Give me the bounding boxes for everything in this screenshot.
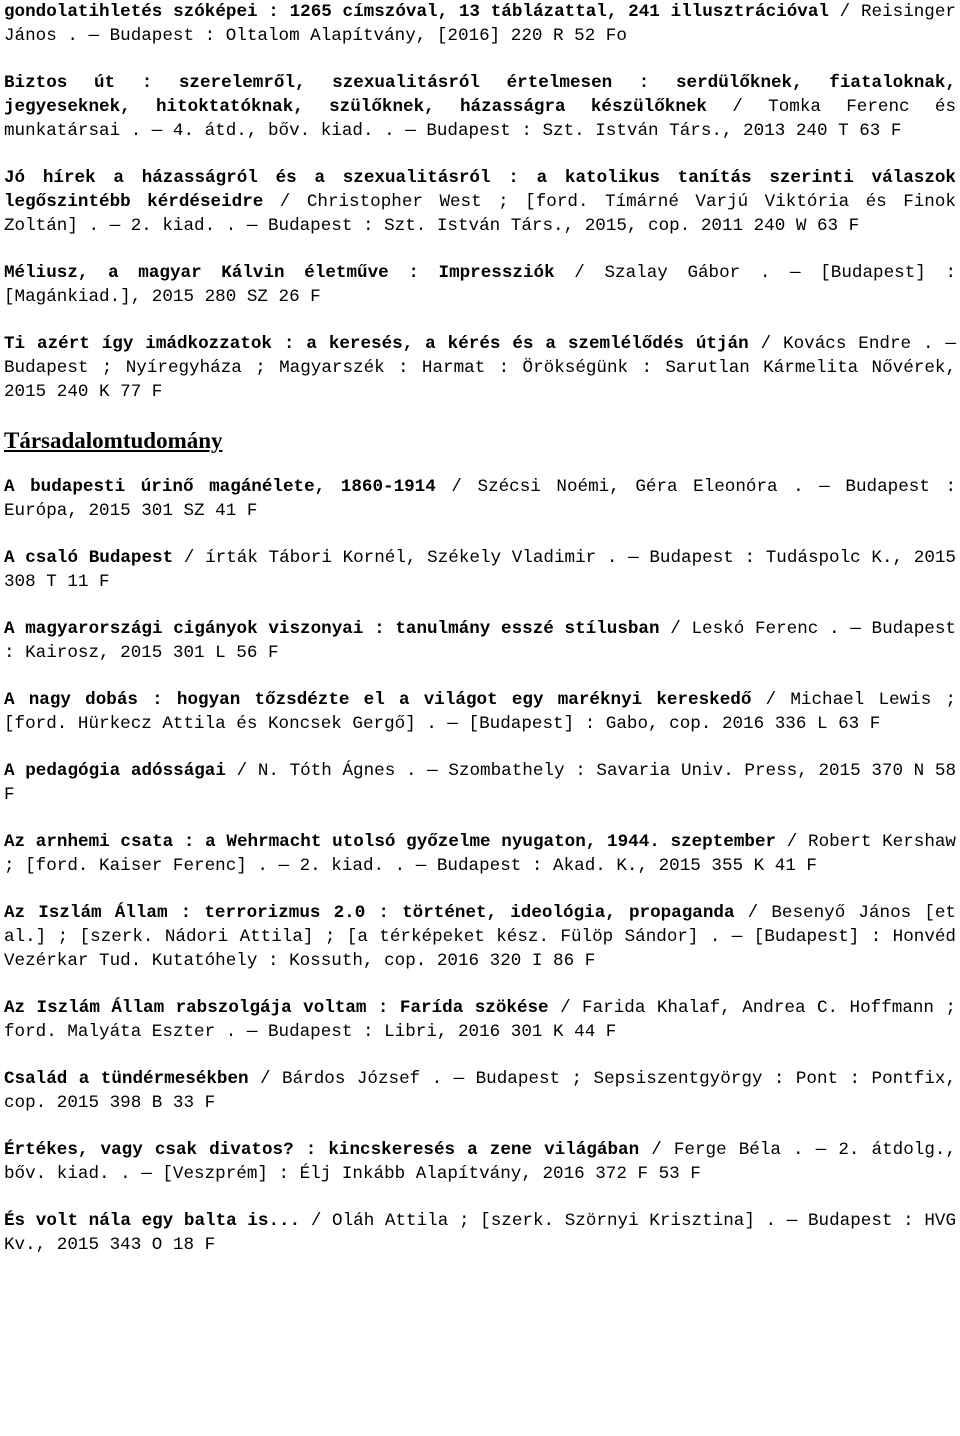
entry-details: / Robert Kershaw ; [ford. Kaiser Ferenc] . — 2. kiad. . — Budapest : Akad. K., 2015 355 K 41 F <box>4 832 956 876</box>
entry-details: / Reisinger János . — Budapest : Oltalom Alapítvány, [2016] 220 R 52 Fo <box>4 2 956 46</box>
entry-details: / Leskó Ferenc . — Budapest : Kairosz, 2015 301 L 56 F <box>4 619 956 663</box>
entry-details: / Szalay Gábor . — [Budapest] : [Magánkiad.], 2015 280 SZ 26 F <box>4 263 956 307</box>
entry-title: Biztos út : szerelemről, szexualitásról értelmesen : serdülőknek, fiataloknak, jegyeseknek, hitoktatóknak, szülőknek, házasságra készülőknek <box>4 73 956 117</box>
entry-title: A budapesti úrinő magánélete, 1860-1914 <box>4 477 436 497</box>
entry-details: / Bárdos József . — Budapest ; Sepsiszentgyörgy : Pont : Pontfix, cop. 2015 398 B 33 F <box>4 1069 957 1113</box>
entry-title: Értékes, vagy csak divatos? : kincskeresés a zene világában <box>4 1140 640 1160</box>
entry-title: A nagy dobás : hogyan tőzsdézte el a világot egy maréknyi kereskedő <box>4 690 752 710</box>
catalog-entry <box>4 1209 956 1257</box>
entry-title: Az Iszlám Állam rabszolgája voltam : Farída szökése <box>4 998 549 1018</box>
catalog-entry <box>4 688 956 736</box>
entry-title: gondolatihletés szóképei : 1265 címszóval, 13 táblázattal, 241 illusztrációval <box>4 2 829 22</box>
entry-title: Ti azért így imádkozzatok : a keresés, a kérés és a szemlélődés útján <box>4 334 749 354</box>
catalog-entry <box>4 166 956 238</box>
entry-details: / Farida Khalaf, Andrea C. Hoffmann ; ford. Malyáta Eszter . — Budapest : Libri, 2016 301 K 44 F <box>4 998 956 1042</box>
entry-title: A magyarországi cigányok viszonyai : tanulmány esszé stílusban <box>4 619 660 639</box>
entry-title: És volt nála egy balta is... <box>4 1211 301 1231</box>
catalog-entry <box>4 71 956 143</box>
catalog-entry <box>4 996 956 1044</box>
entry-title: A pedagógia adósságai <box>4 761 226 781</box>
entry-details: / Szécsi Noémi, Géra Eleonóra . — Budapest : Európa, 2015 301 SZ 41 F <box>4 477 957 521</box>
catalog-entry <box>4 475 956 523</box>
entry-details: / Michael Lewis ; [ford. Hürkecz Attila és Koncsek Gergő] . — [Budapest] : Gabo, cop. 2016 336 L 63 F <box>4 690 956 734</box>
entry-details: / Tomka Ferenc és munkatársai . — 4. átd., bőv. kiad. . — Budapest : Szt. István Társ., 2013 240 T 63 F <box>4 97 956 141</box>
entry-title: Az arnhemi csata : a Wehrmacht utolsó győzelme nyugaton, 1944. szeptember <box>4 832 777 852</box>
catalog-entry <box>4 0 956 48</box>
entry-details: / N. Tóth Ágnes . — Szombathely : Savaria Univ. Press, 2015 370 N 58 F <box>4 761 957 805</box>
entry-title: Család a tündérmesékben <box>4 1069 249 1089</box>
catalog-entry <box>4 1138 956 1186</box>
entry-title: Az Iszlám Állam : terrorizmus 2.0 : történet, ideológia, propaganda <box>4 903 735 923</box>
catalog-entry <box>4 830 956 878</box>
entry-details: / Besenyő János [et al.] ; [szerk. Nádori Attila] ; [a térképeket kész. Fülöp Sándor] . — [Budapest] : Honvéd Vezérkar Tud. Kutatóhely : Kossuth, cop. 2016 320 I 86 F <box>4 903 956 971</box>
entry-title: A csaló Budapest <box>4 548 174 568</box>
entry-details: / Oláh Attila ; [szerk. Szörnyi Krisztina] . — Budapest : HVG Kv., 2015 343 O 18 F <box>4 1211 956 1255</box>
entry-details: / Christopher West ; [ford. Tímárné Varjú Viktória és Finok Zoltán] . — 2. kiad. . — Budapest : Szt. István Társ., 2015, cop. 2011 240 W 63 F <box>4 192 956 236</box>
entry-details: / Kovács Endre . — Budapest ; Nyíregyháza ; Magyarszék : Harmat : Örökségünk : Sarutlan Kármelita Nővérek, 2015 240 K 77 F <box>4 334 957 402</box>
catalog-entry <box>4 1067 956 1115</box>
catalog-entry <box>4 617 956 665</box>
entry-title: Méliusz, a magyar Kálvin életműve : Impressziók <box>4 263 555 283</box>
catalog-entry <box>4 901 956 973</box>
catalog-entry <box>4 332 956 404</box>
entry-details: / Ferge Béla . — 2. átdolg., bőv. kiad. . — [Veszprém] : Élj Inkább Alapítvány, 2016 372 F 53 F <box>4 1140 957 1184</box>
catalog-entry <box>4 759 956 807</box>
section-heading: Társadalomtudomány <box>4 428 223 453</box>
entry-title: Jó hírek a házasságról és a szexualitásról : a katolikus tanítás szerinti válaszok legőszintébb kérdéseidre <box>4 168 956 212</box>
entry-details: / írták Tábori Kornél, Székely Vladimir . — Budapest : Tudáspolc K., 2015 308 T 11 F <box>4 548 956 592</box>
catalog-entry <box>4 546 956 594</box>
catalog-entry <box>4 261 956 309</box>
